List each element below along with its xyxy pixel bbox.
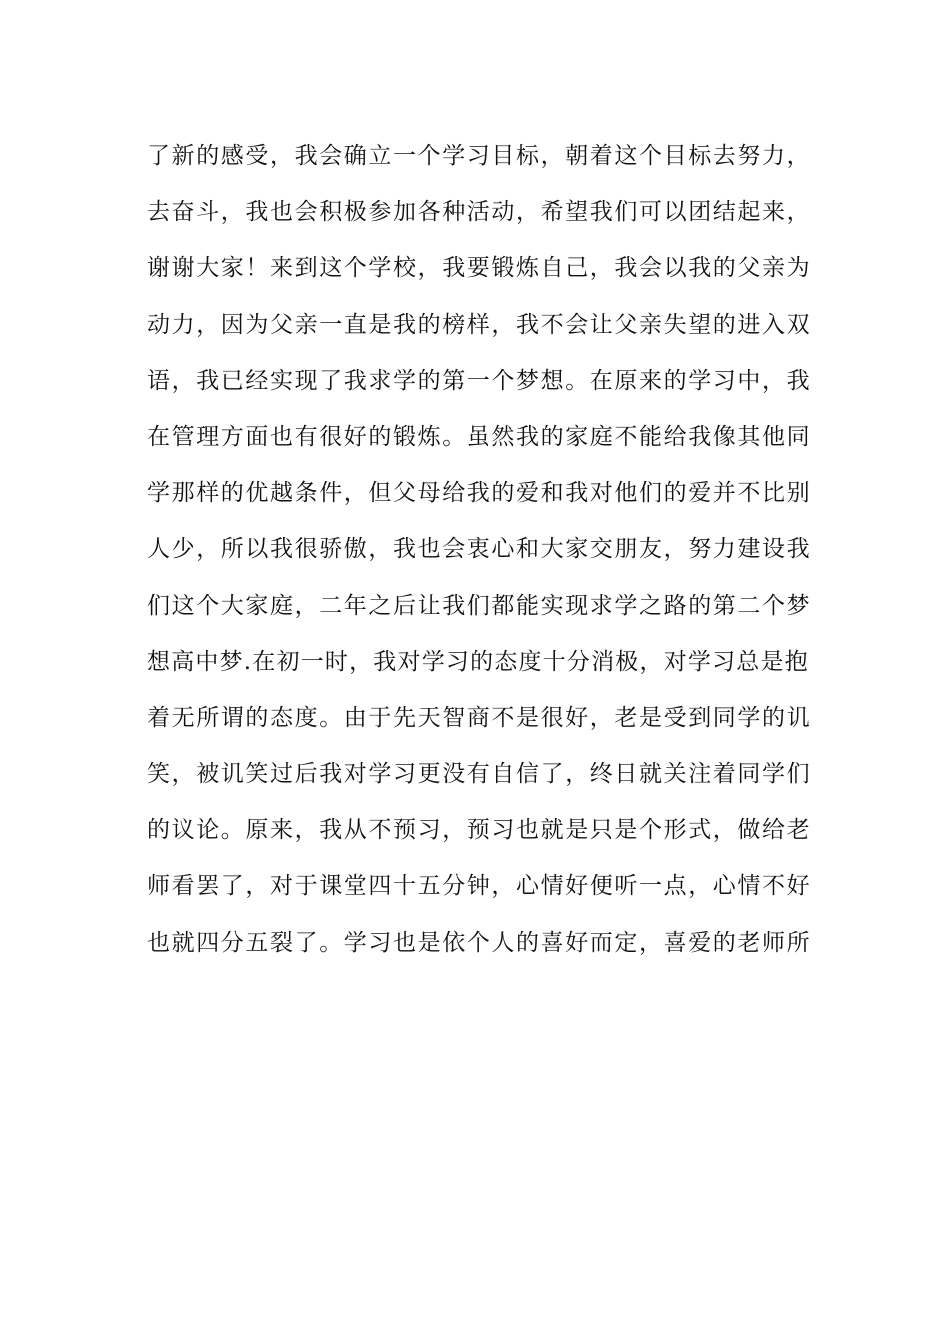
text-line: 去奋斗，我也会积极参加各种活动，希望我们可以团结起来， bbox=[147, 199, 812, 226]
text-line: 语，我已经实现了我求学的第一个梦想。在原来的学习中，我 bbox=[147, 367, 812, 394]
text-line: 们这个大家庭，二年之后让我们都能实现求学之路的第二个梦 bbox=[147, 592, 812, 619]
text-line: 人少，所以我很骄傲，我也会衷心和大家交朋友，努力建设我 bbox=[147, 536, 812, 563]
body-text bbox=[147, 128, 812, 971]
text-line: 师看罢了，对于课堂四十五分钟，心情好便听一点，心情不好 bbox=[147, 873, 812, 900]
text-line: 动力，因为父亲一直是我的榜样，我不会让父亲失望的进入双 bbox=[147, 311, 812, 338]
text-line: 也就四分五裂了。学习也是依个人的喜好而定，喜爱的老师所 bbox=[147, 929, 812, 956]
text-line: 在管理方面也有很好的锻炼。虽然我的家庭不能给我像其他同 bbox=[147, 423, 812, 450]
text-line: 想高中梦.在初一时，我对学习的态度十分消极，对学习总是抱 bbox=[147, 648, 809, 675]
text-line: 的议论。原来，我从不预习，预习也就是只是个形式，做给老 bbox=[147, 817, 812, 844]
text-line: 学那样的优越条件，但父母给我的爱和我对他们的爱并不比别 bbox=[147, 480, 812, 507]
text-line: 笑，被讥笑过后我对学习更没有自信了，终日就关注着同学们 bbox=[147, 761, 812, 788]
text-line: 了新的感受，我会确立一个学习目标，朝着这个目标去努力， bbox=[147, 143, 812, 169]
text-line: 着无所谓的态度。由于先天智商不是很好，老是受到同学的讥 bbox=[147, 704, 812, 731]
text-line: 谢谢大家！来到这个学校，我要锻炼自己，我会以我的父亲为 bbox=[147, 255, 812, 282]
